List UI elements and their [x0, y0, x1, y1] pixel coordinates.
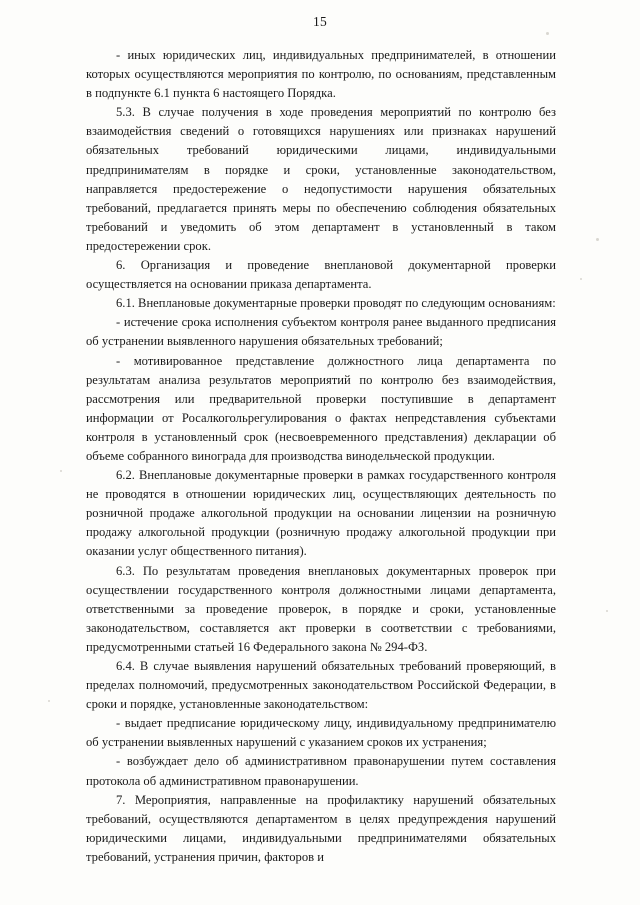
scan-speck: [60, 470, 62, 472]
scan-speck: [546, 32, 549, 35]
page-number: 15: [312, 14, 328, 29]
scan-speck: [48, 700, 50, 702]
paragraph-continuation: - иных юридических лиц, индивидуальных предпринимателей, в отношении которых осуществляются мероприятия по контролю, по основаниям, представленным в подпункте 6.1 пункта 6 настоящего Порядка.: [86, 48, 556, 101]
paragraph-6-1-item-a: - истечение срока исполнения субъектом контроля ранее выданного предписания об устранении выявленного нарушения обязательных требований;: [86, 315, 556, 349]
scan-speck: [606, 610, 608, 612]
document-body: [86, 46, 556, 867]
paragraph-6-3: 6.3. По результатам проведения внеплановых документарных проверок при осуществлении государственного контроля должностными лицами департамента, ответственными за проведение проверок, в порядке и сроки, установленные законодательством, составляется акт проверки в соответствии с требованиями, предусмотренными статьей 16 Федерального закона № 294-ФЗ.: [86, 563, 556, 654]
scan-speck: [580, 278, 582, 280]
paragraph-6-1: 6.1. Внеплановые документарные проверки проводят по следующим основаниям:: [116, 296, 556, 311]
paragraph-6-2: 6.2. Внеплановые документарные проверки в рамках государственного контроля не проводятся в отношении юридических лиц, осуществляющих деятельность по розничной продаже алкогольной продукции на основании лицензии на розничную продажу алкогольной продукции (розничную продажу алкогольной продукции при оказании услуг общественного питания).: [86, 468, 556, 559]
paragraph-6-4-item-a: - выдает предписание юридическому лицу, индивидуальному предпринимателю об устранении выявленных нарушений с указанием сроков их устранения;: [86, 716, 556, 750]
paragraph-6: 6. Организация и проведение внеплановой документарной проверки осуществляется на основании приказа департамента.: [86, 258, 556, 292]
paragraph-5-3: 5.3. В случае получения в ходе проведения мероприятий по контролю без взаимодействия сведений о готовящихся нарушениях или признаках нарушений обязательных требований юридическими лицами, индивидуальными предпринимателям в порядке и сроки, установленные законодательством, направляется предостережение о недопустимости нарушения обязательных требований, предлагается принять меры по обеспечению соблюдения обязательных требований и уведомить об этом департамент в установленный в таком предостережении срок.: [86, 105, 556, 253]
paragraph-6-1-item-b: - мотивированное представление должностного лица департамента по результатам анализа результатов мероприятий по контролю без взаимодействия, рассмотрения или предварительной проверки поступившие в департамент информации от Росалкогольрегулирования о фактах непредставления субъектами контроля в установленный срок (несвоевременного представления) декларации об объеме собранного винограда для производства винодельческой продукции.: [86, 353, 556, 463]
paragraph-7: 7. Мероприятия, направленные на профилактику нарушений обязательных требований, осуществляются департаментом в целях предупреждения нарушений юридическими лицами, индивидуальными предпринимателями обязательных требований, устранения причин, факторов и: [86, 792, 556, 864]
paragraph-6-4-item-b: - возбуждает дело об административном правонарушении путем составления протокола об административном правонарушении.: [86, 754, 556, 788]
scan-speck: [596, 238, 599, 241]
paragraph-6-4: 6.4. В случае выявления нарушений обязательных требований проверяющий, в пределах полномочий, предусмотренных законодательством Российской Федерации, в сроки и порядке, установленные законодательством:: [86, 659, 556, 712]
